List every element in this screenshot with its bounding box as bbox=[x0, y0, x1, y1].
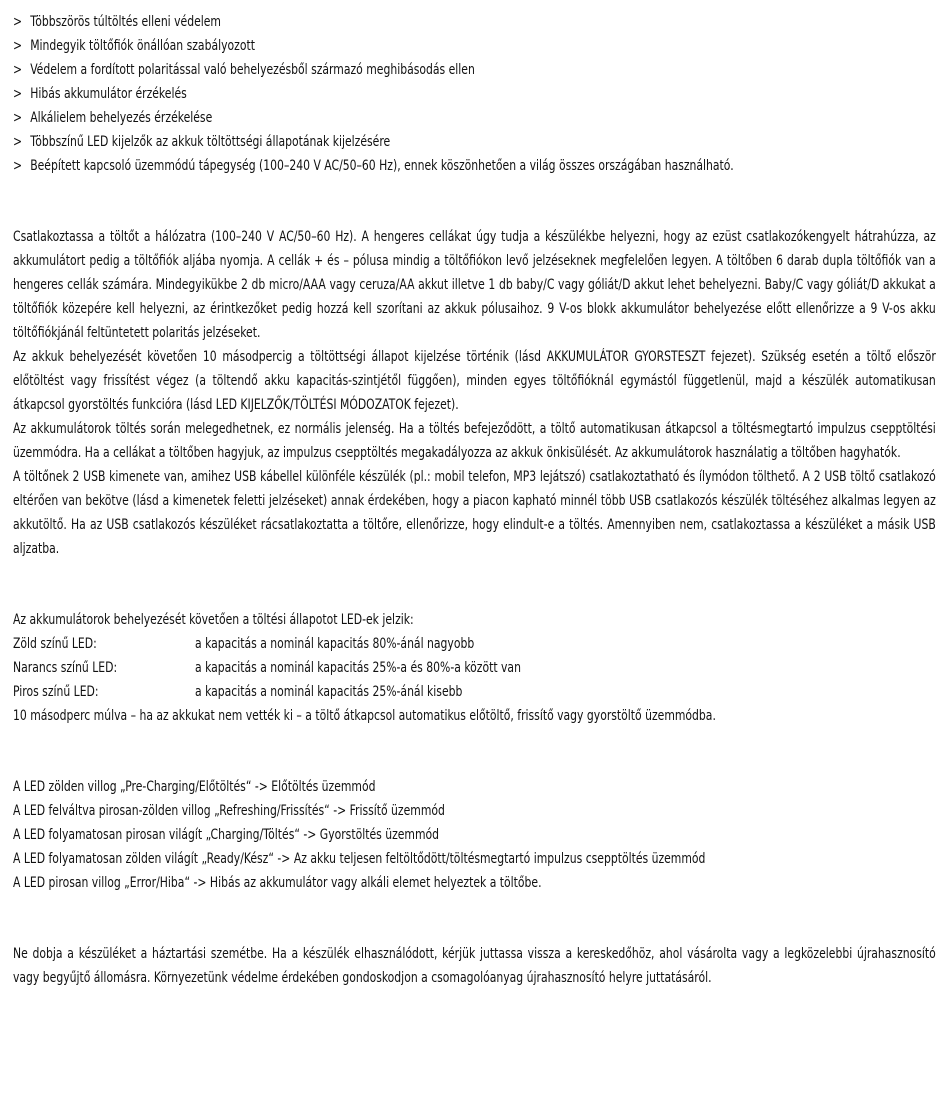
led-state-desc: a kapacitás a nominál kapacitás 80%-ánál nagyobb bbox=[195, 636, 475, 652]
usage-section bbox=[13, 225, 936, 561]
usage-paragraph: Az akkuk behelyezését követően 10 másodpercig a töltöttségi állapot kijelzése történik (lásd AKKUMULÁTOR GYORSTESZT fejezet). Szükség esetén a töltő először előtöltést vagy frissítést végez (a töltendő akku kapacitás-szintjétől függően), minden egyes töltőfióknál egymástól függetlenül, majd a készülék automatikusan átkapcsol gyorstöltés funkcióra (lásd LED KIJELZŐK/TÖLTÉSI MÓDOZATOK fejezet). bbox=[13, 349, 936, 413]
feature-item: > Beépített kapcsoló üzemmódú tápegység (100–240 V AC/50–60 Hz), ennek köszönhetően a világ összes országában használható. bbox=[13, 154, 807, 178]
mode-list bbox=[13, 775, 936, 895]
bullet-arrow-icon: > bbox=[13, 62, 23, 78]
mode-item: A LED folyamatosan zölden világít „Ready/Kész“ -> Az akku teljesen feltöltődött/töltésmegtartó impulzus csepptöltés üzemmód bbox=[13, 851, 706, 867]
led-state-row bbox=[13, 680, 936, 704]
led-state-label: Zöld színű LED: bbox=[13, 636, 97, 652]
feature-list bbox=[13, 10, 936, 178]
led-state-row bbox=[13, 656, 936, 680]
bullet-arrow-icon: > bbox=[13, 86, 23, 102]
usage-paragraph: A töltőnek 2 USB kimenete van, amihez USB kábellel különféle készülék (pl.: mobil telefon, MP3 lejátszó) csatlakoztatható és ílymódon tölthető. A 2 USB töltő csatlakozó eltérően van bekötve (lásd a kimenetek feletti jelzéseket) annak érdekében, hogy a piacon kapható minnél több USB csatlakozós készülék töltéséhez alkalmas legyen az akkutöltő. Ha az USB csatlakozós készüléket rácsatlakoztatta a töltőre, ellenőrizze, hogy elindult-e a töltés. Amennyiben nem, csatlakoztassa a készüléket a másik USB aljzatba. bbox=[13, 469, 936, 557]
mode-item: A LED pirosan villog „Error/Hiba“ -> Hibás az akkumulátor vagy alkáli elemet helyeztek a töltőbe. bbox=[13, 875, 542, 891]
feature-item: > Többszörös túltöltés elleni védelem bbox=[13, 10, 807, 34]
led-note: 10 másodperc múlva – ha az akkukat nem vették ki – a töltő átkapcsol automatikus előtöltő, frissítő vagy gyorstöltő üzemmódba. bbox=[13, 708, 716, 724]
document-page bbox=[13, 10, 936, 990]
mode-item: A LED zölden villog „Pre-Charging/Előtöltés“ -> Előtöltés üzemmód bbox=[13, 779, 376, 795]
led-state-row bbox=[13, 632, 936, 656]
usage-paragraph: Csatlakoztassa a töltőt a hálózatra (100–240 V AC/50–60 Hz). A hengeres cellákat úgy tudja a készülékbe helyezni, hogy az ezüst csatlakozókengyelt hátrahúzza, az akkumulátort pedig a töltőfiók aljába nyomja. A cellák + és – pólusa mindig a töltőfiókon levő jelzéseknek megfelelően legyen. A töltőben 6 darab dupla töltőfiók van a hengeres cellák számára. Mindegyikükbe 2 db micro/AAA vagy ceruza/AA akkut illetve 1 db baby/C vagy góliát/D akkut lehet behelyezni. Baby/C vagy góliát/D akkukat a töltőfiók közepére kell helyezni, az érintkezőket pedig hozzá kell szorítani az akkuk pólusaihoz. 9 V-os blokk akkumulátor behelyezése előtt ellenőrizze a 9 V-os akku töltőfiókjánál feltüntetett polaritás jelzéseket. bbox=[13, 229, 936, 341]
bullet-arrow-icon: > bbox=[13, 134, 23, 150]
led-state-desc: a kapacitás a nominál kapacitás 25%-a és 80%-a között van bbox=[195, 660, 521, 676]
led-intro: Az akkumulátorok behelyezését követően a töltési állapotot LED-ek jelzik: bbox=[13, 612, 414, 628]
bullet-arrow-icon: > bbox=[13, 38, 23, 54]
feature-item: > Többszínű LED kijelzők az akkuk töltöttségi állapotának kijelzésére bbox=[13, 130, 807, 154]
feature-item: > Mindegyik töltőfiók önállóan szabályozott bbox=[13, 34, 807, 58]
disposal-section bbox=[13, 942, 936, 990]
led-state-label: Narancs színű LED: bbox=[13, 660, 118, 676]
led-state-desc: a kapacitás a nominál kapacitás 25%-ánál kisebb bbox=[195, 684, 463, 700]
led-section bbox=[13, 608, 936, 728]
feature-item: > Hibás akkumulátor érzékelés bbox=[13, 82, 807, 106]
bullet-arrow-icon: > bbox=[13, 110, 23, 126]
usage-paragraph: Az akkumulátorok töltés során melegedhetnek, ez normális jelenség. Ha a töltés befejeződött, a töltő automatikusan átkapcsol a töltésmegtartó impulzus csepptöltési üzemmódra. Ha a cellákat a töltőben hagyjuk, az impulzus csepptöltés megakadályozza az akkuk önkisülését. Az akkumulátorok használatig a töltőben hagyhatók. bbox=[13, 421, 936, 461]
feature-item: > Védelem a fordított polaritással való behelyezésből származó meghibásodás ellen bbox=[13, 58, 807, 82]
mode-item: A LED folyamatosan pirosan világít „Charging/Töltés“ -> Gyorstöltés üzemmód bbox=[13, 827, 440, 843]
mode-item: A LED felváltva pirosan-zölden villog „Refreshing/Frissítés“ -> Frissítő üzemmód bbox=[13, 803, 445, 819]
bullet-arrow-icon: > bbox=[13, 14, 23, 30]
led-state-label: Piros színű LED: bbox=[13, 684, 99, 700]
feature-item: > Alkálielem behelyezés érzékelése bbox=[13, 106, 807, 130]
disposal-paragraph: Ne dobja a készüléket a háztartási szemétbe. Ha a készülék elhasználódott, kérjük juttassa vissza a kereskedőhöz, ahol vásárolta vagy a legközelebbi újrahasznosító vagy begyűjtő állomásra. Környezetünk védelme érdekében gondoskodjon a csomagolóanyag újrahasznosító helyre juttatásáról. bbox=[13, 946, 936, 986]
bullet-arrow-icon: > bbox=[13, 158, 23, 174]
